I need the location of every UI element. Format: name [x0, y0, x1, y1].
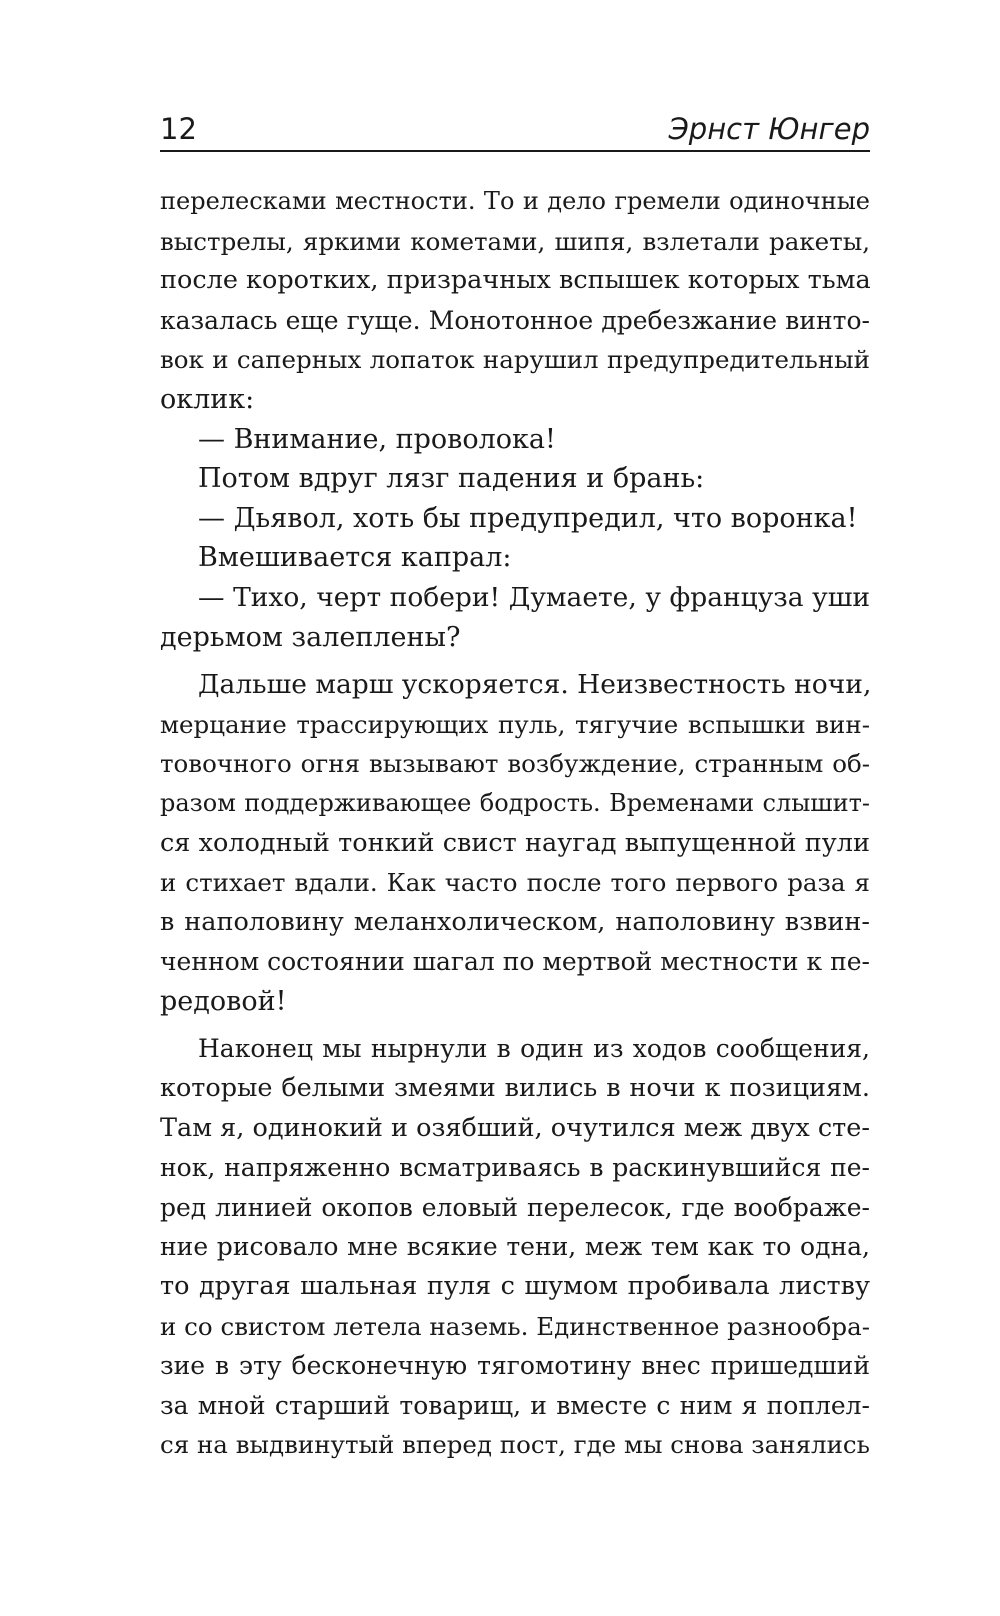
text-line: за мной старший товарищ, и вместе с ним я поплел-	[160, 1390, 870, 1420]
text-line: редовой!	[160, 985, 287, 1017]
text-line: зие в эту бесконечную тягомотину внес пришедший	[160, 1351, 870, 1381]
text-line: нок, напряженно всматриваясь в раскинувшийся пе-	[160, 1153, 870, 1183]
text-line: которые белыми змеями вились в ночи к позициям.	[160, 1073, 870, 1104]
text-line: после коротких, призрачных вспышек которых тьма	[160, 265, 871, 296]
header-rule	[160, 150, 870, 152]
page-number: 12	[160, 112, 197, 146]
dialogue-line: — Внимание, проволока!	[198, 423, 556, 455]
text-line: товочного огня вызывают возбуждение, странным об-	[160, 749, 870, 779]
text-line: Потом вдруг лязг падения и брань:	[198, 463, 705, 495]
text-line: оклик:	[160, 383, 255, 415]
text-line: Там я, одинокий и озябший, очутился меж двух сте-	[160, 1112, 870, 1143]
text-line: перелесками местности. То и дело гремели одиночные	[160, 187, 870, 215]
text-line: и со свистом летела наземь. Единственное разнообра-	[160, 1311, 870, 1341]
text-line: казалась еще гуще. Монотонное дребезжание винто-	[160, 305, 870, 335]
paragraph-first-line: Наконец мы нырнули в один из ходов сообщения,	[198, 1034, 870, 1064]
text-line: мерцание трассирующих пуль, тягучие вспышки вин-	[160, 709, 870, 739]
dialogue-line: — Тихо, черт побери! Думаете, у француза уши	[198, 581, 870, 613]
text-line: Вмешивается капрал:	[198, 542, 512, 574]
running-head-author: Эрнст Юнгер	[668, 112, 870, 146]
text-line: то другая шальная пуля с шумом пробивала листву	[160, 1271, 870, 1302]
text-line: ся холодный тонкий свист наугад выпущенной пули	[160, 827, 870, 858]
paragraph-first-line: Дальше марш ускоряется. Неизвестность ночи,	[198, 669, 872, 701]
text-line: разом поддерживающее бодрость. Временами слышит-	[160, 788, 870, 817]
text-line: ченном состоянии шагал по мертвой местности к пе-	[160, 947, 870, 977]
text-line: и стихает вдали. Как часто после того первого раза я	[160, 868, 870, 898]
text-line: ся на выдвинутый вперед пост, где мы снова занялись	[160, 1430, 870, 1460]
text-line: ние рисовало мне всякие тени, меж тем как то одна,	[160, 1232, 870, 1262]
text-line: выстрелы, яркими кометами, шипя, взлетали ракеты,	[160, 226, 870, 256]
text-line: в наполовину меланхолическом, наполовину взвин-	[160, 906, 870, 937]
dialogue-line: — Дьявол, хоть бы предупредил, что воронка!	[198, 502, 858, 534]
body-text	[160, 182, 870, 1465]
text-line: вок и саперных лопаток нарушил предупредительный	[160, 345, 870, 375]
text-line: ред линией окопов еловый перелесок, где воображе-	[160, 1192, 870, 1222]
running-head	[160, 112, 870, 152]
text-line: дерьмом залеплены?	[160, 621, 461, 653]
